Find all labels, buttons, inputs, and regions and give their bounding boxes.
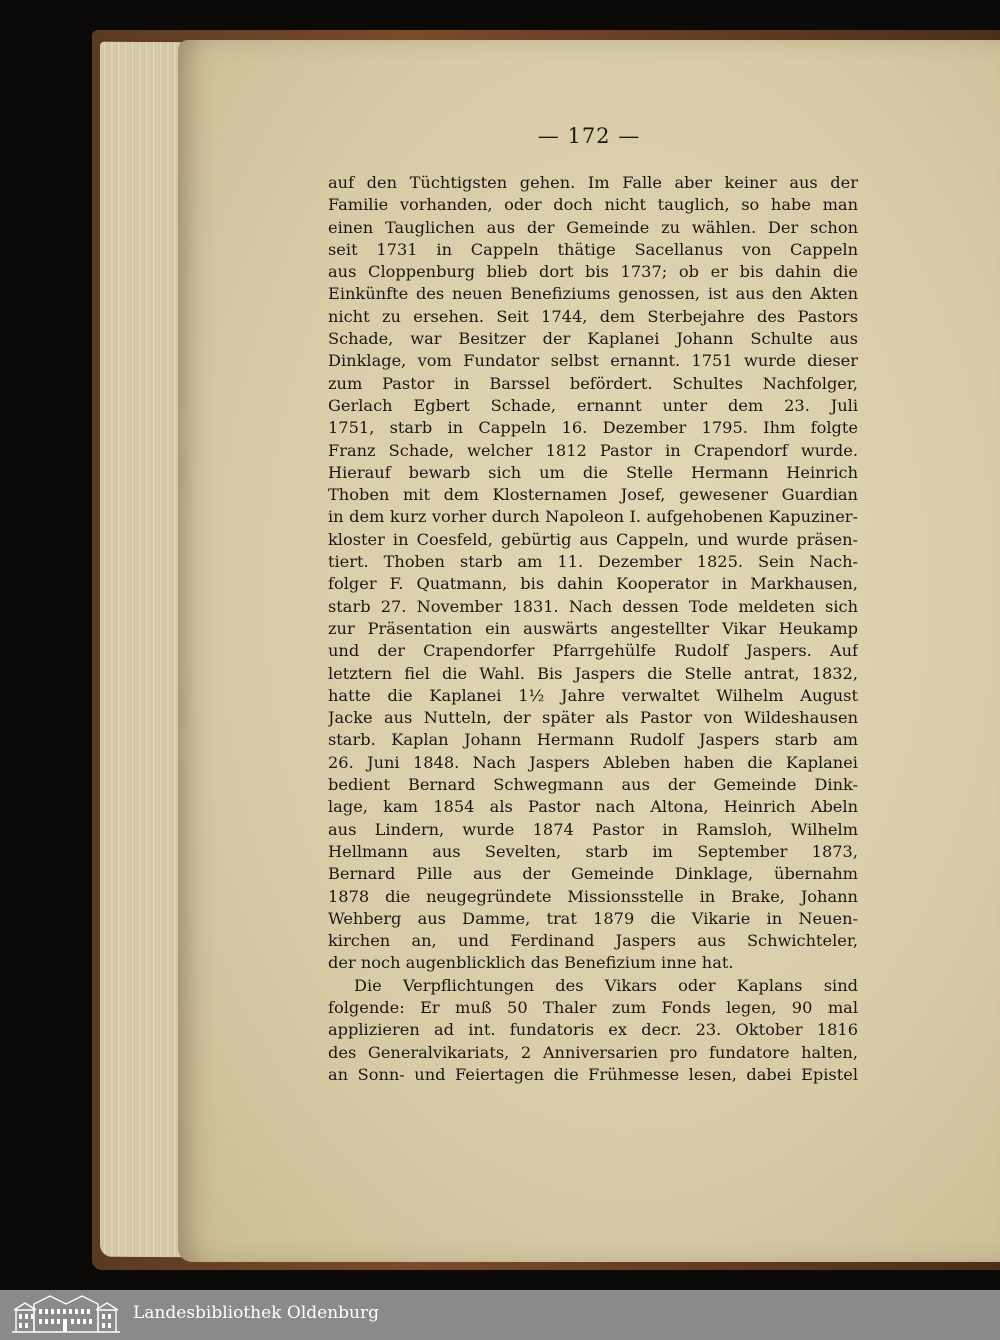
text-line: folger F. Quatmann, bis dahin Kooperator in Markhausen, bbox=[328, 574, 858, 594]
text-line: letztern fiel die Wahl. Bis Jaspers die Stelle antrat, 1832, bbox=[328, 663, 858, 683]
text-line: Thoben mit dem Klosternamen Josef, gewesener Guardian bbox=[328, 485, 858, 505]
text-line: 1878 die neugegründete Missionsstelle in Brake, Johann bbox=[328, 886, 858, 906]
book-page bbox=[178, 40, 1000, 1262]
text-line: Franz Schade, welcher 1812 Pastor in Crapendorf wurde. bbox=[328, 440, 858, 460]
text-line: und der Crapendorfer Pfarrgehülfe Rudolf Jaspers. Auf bbox=[328, 641, 858, 661]
text-line: Gerlach Egbert Schade, ernannt unter dem 23. Juli bbox=[328, 395, 858, 415]
text-line: des Generalvikariats, 2 Anniversarien pro fundatore halten, bbox=[328, 1042, 858, 1062]
text-line: Familie vorhanden, oder doch nicht tauglich, so habe man bbox=[328, 195, 858, 215]
text-line: hatte die Kaplanei 1½ Jahre verwaltet Wilhelm August bbox=[328, 685, 858, 705]
page-body-text bbox=[328, 172, 858, 1086]
text-line: einen Tauglichen aus der Gemeinde zu wählen. Der schon bbox=[328, 217, 858, 237]
text-line: aus Cloppenburg blieb dort bis 1737; ob er bis dahin die bbox=[328, 262, 858, 282]
text-line: Die Verpflichtungen des Vikars oder Kaplans sind bbox=[354, 975, 858, 995]
text-line: Schade, war Besitzer der Kaplanei Johann Schulte aus bbox=[328, 329, 858, 349]
text-line: Hellmann aus Sevelten, starb im September 1873, bbox=[328, 841, 858, 861]
text-line: starb 27. November 1831. Nach dessen Tode meldeten sich bbox=[328, 596, 858, 616]
text-line: applizieren ad int. fundatoris ex decr. 23. Oktober 1816 bbox=[328, 1020, 858, 1040]
text-line: Hierauf bewarb sich um die Stelle Hermann Heinrich bbox=[328, 462, 858, 482]
text-line: Bernard Pille aus der Gemeinde Dinklage, übernahm bbox=[328, 864, 858, 884]
text-line: seit 1731 in Cappeln thätige Sacellanus von Cappeln bbox=[328, 239, 858, 259]
text-line: aus Lindern, wurde 1874 Pastor in Ramsloh, Wilhelm bbox=[328, 819, 858, 839]
text-line: Einkünfte des neuen Benefiziums genossen, ist aus den Akten bbox=[328, 284, 858, 304]
library-footer-bar bbox=[0, 1290, 1000, 1340]
text-line: zum Pastor in Barssel befördert. Schultes Nachfolger, bbox=[328, 373, 858, 393]
text-line: Dinklage, vom Fundator selbst ernannt. 1751 wurde dieser bbox=[328, 351, 858, 371]
text-line: lage, kam 1854 als Pastor nach Altona, Heinrich Abeln bbox=[328, 797, 858, 817]
library-name: Landesbibliothek Oldenburg bbox=[133, 1303, 380, 1323]
text-line: nicht zu ersehen. Seit 1744, dem Sterbejahre des Pastors bbox=[328, 306, 858, 326]
text-line: zur Präsentation ein auswärts angestellter Vikar Heukamp bbox=[328, 618, 858, 638]
text-line: tiert. Thoben starb am 11. Dezember 1825. Sein Nach- bbox=[328, 552, 858, 572]
text-line: Wehberg aus Damme, trat 1879 die Vikarie in Neuen- bbox=[328, 908, 858, 928]
text-line: an Sonn- und Feiertagen die Frühmesse lesen, dabei Epistel bbox=[328, 1064, 858, 1084]
text-line: starb. Kaplan Johann Hermann Rudolf Jaspers starb am bbox=[328, 730, 858, 750]
text-line: folgende: Er muß 50 Thaler zum Fonds legen, 90 mal bbox=[328, 997, 858, 1017]
page-number: — 172 — bbox=[537, 124, 641, 148]
text-line: auf den Tüchtigsten gehen. Im Falle aber keiner aus der bbox=[328, 173, 858, 192]
text-line: 26. Juni 1848. Nach Jaspers Ableben haben die Kaplanei bbox=[328, 752, 858, 772]
text-line: in dem kurz vorher durch Napoleon I. aufgehobenen Kapuziner- bbox=[328, 507, 858, 527]
text-line: der noch augenblicklich das Benefizium inne hat. bbox=[328, 953, 734, 973]
text-line: 1751, starb in Cappeln 16. Dezember 1795. Ihm folgte bbox=[328, 418, 858, 438]
text-line: Jacke aus Nutteln, der später als Pastor von Wildeshausen bbox=[328, 708, 858, 728]
library-building-icon bbox=[10, 1294, 122, 1334]
text-line: kirchen an, und Ferdinand Jaspers aus Schwichteler, bbox=[328, 931, 858, 951]
text-line: kloster in Coesfeld, gebürtig aus Cappeln, und wurde präsen- bbox=[328, 529, 858, 549]
text-line: bedient Bernard Schwegmann aus der Gemeinde Dink- bbox=[328, 775, 858, 795]
